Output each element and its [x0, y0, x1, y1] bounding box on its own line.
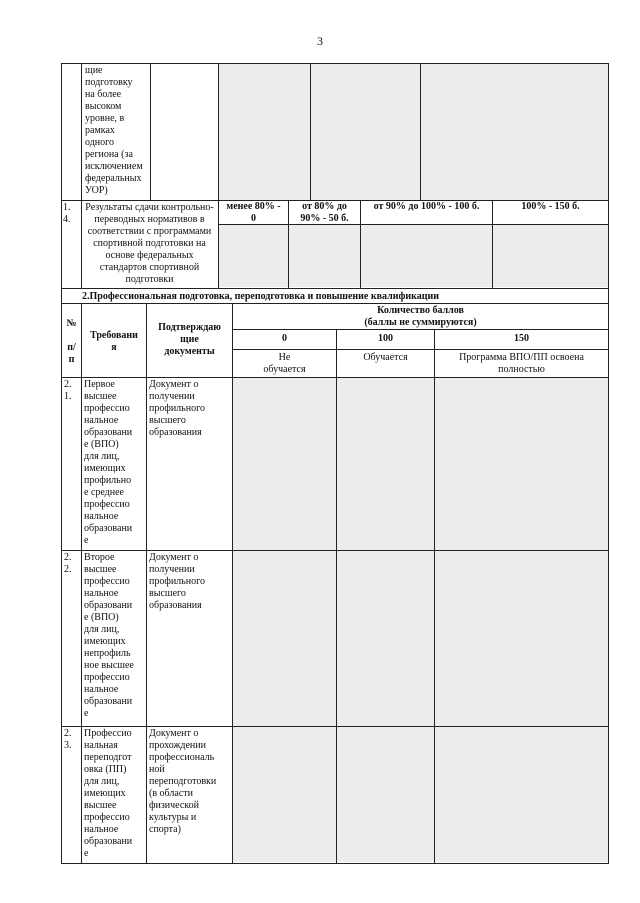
score-cell: от 80% до 90% - 50 б. [300, 201, 349, 224]
row-requirement-text: Результаты сдачи контрольно-переводных нормативов в соответствии с программами спортивной подготовки на основе федеральных стандартов спортивной подготовки [85, 202, 214, 285]
header-documents: Подтверждаю щие документы [158, 322, 221, 357]
section-title: 2.Профессиональная подготовка, переподготовка и повышение квалификации [82, 291, 440, 302]
row-document: Документ о получении профильного высшего образования [149, 379, 205, 438]
empty-score-area [218, 224, 608, 287]
points-100: 100 [378, 333, 393, 344]
page-number: 3 [317, 34, 323, 48]
continued-requirement-text: щие подготовку на более высоком уровне, в рамках одного региона (за исключением федеральных УОР) [85, 65, 143, 196]
header-points-title: Количество баллов (баллы не суммируются) [364, 305, 477, 328]
row-number: 1. 4. [63, 202, 71, 225]
points-label-0: Не обучается [263, 352, 306, 375]
row-requirement: Профессио нальная переподгот овка (ПП) для лиц, имеющих высшее профессио нальное образовани е [84, 728, 133, 859]
header-requirements: Требовани я [90, 330, 138, 353]
empty-score-area [232, 378, 608, 862]
score-cell: менее 80% - 0 [226, 201, 281, 224]
row-requirement: Второе высшее профессио нальное образовани е (ВПО) для лиц, имеющих непрофиль ное высшее профессио нальное образовани е [84, 552, 134, 719]
points-150: 150 [514, 333, 529, 344]
row-number: 2. 3. [64, 728, 72, 751]
points-0: 0 [282, 333, 287, 344]
points-label-150: Программа ВПО/ПП освоена полностью [459, 352, 584, 375]
score-cell: от 90% до 100% - 100 б. [373, 201, 480, 212]
row-document: Документ о прохождении профессиональ ной переподготовки (в области физической культуры и спорта) [149, 728, 217, 835]
score-cell: 100% - 150 б. [521, 201, 580, 212]
row-number: 2. 1. [64, 379, 72, 402]
header-num: № п/ п [66, 318, 77, 365]
row-requirement: Первое высшее профессио нальное образовани е (ВПО) для лиц, имеющих профильно е среднее профессио нальное образовани е [84, 379, 133, 546]
row-document: Документ о получении профильного высшего образования [149, 552, 205, 611]
row-number: 2. 2. [64, 552, 72, 575]
empty-score-area [218, 64, 608, 200]
points-label-100: Обучается [363, 352, 408, 363]
